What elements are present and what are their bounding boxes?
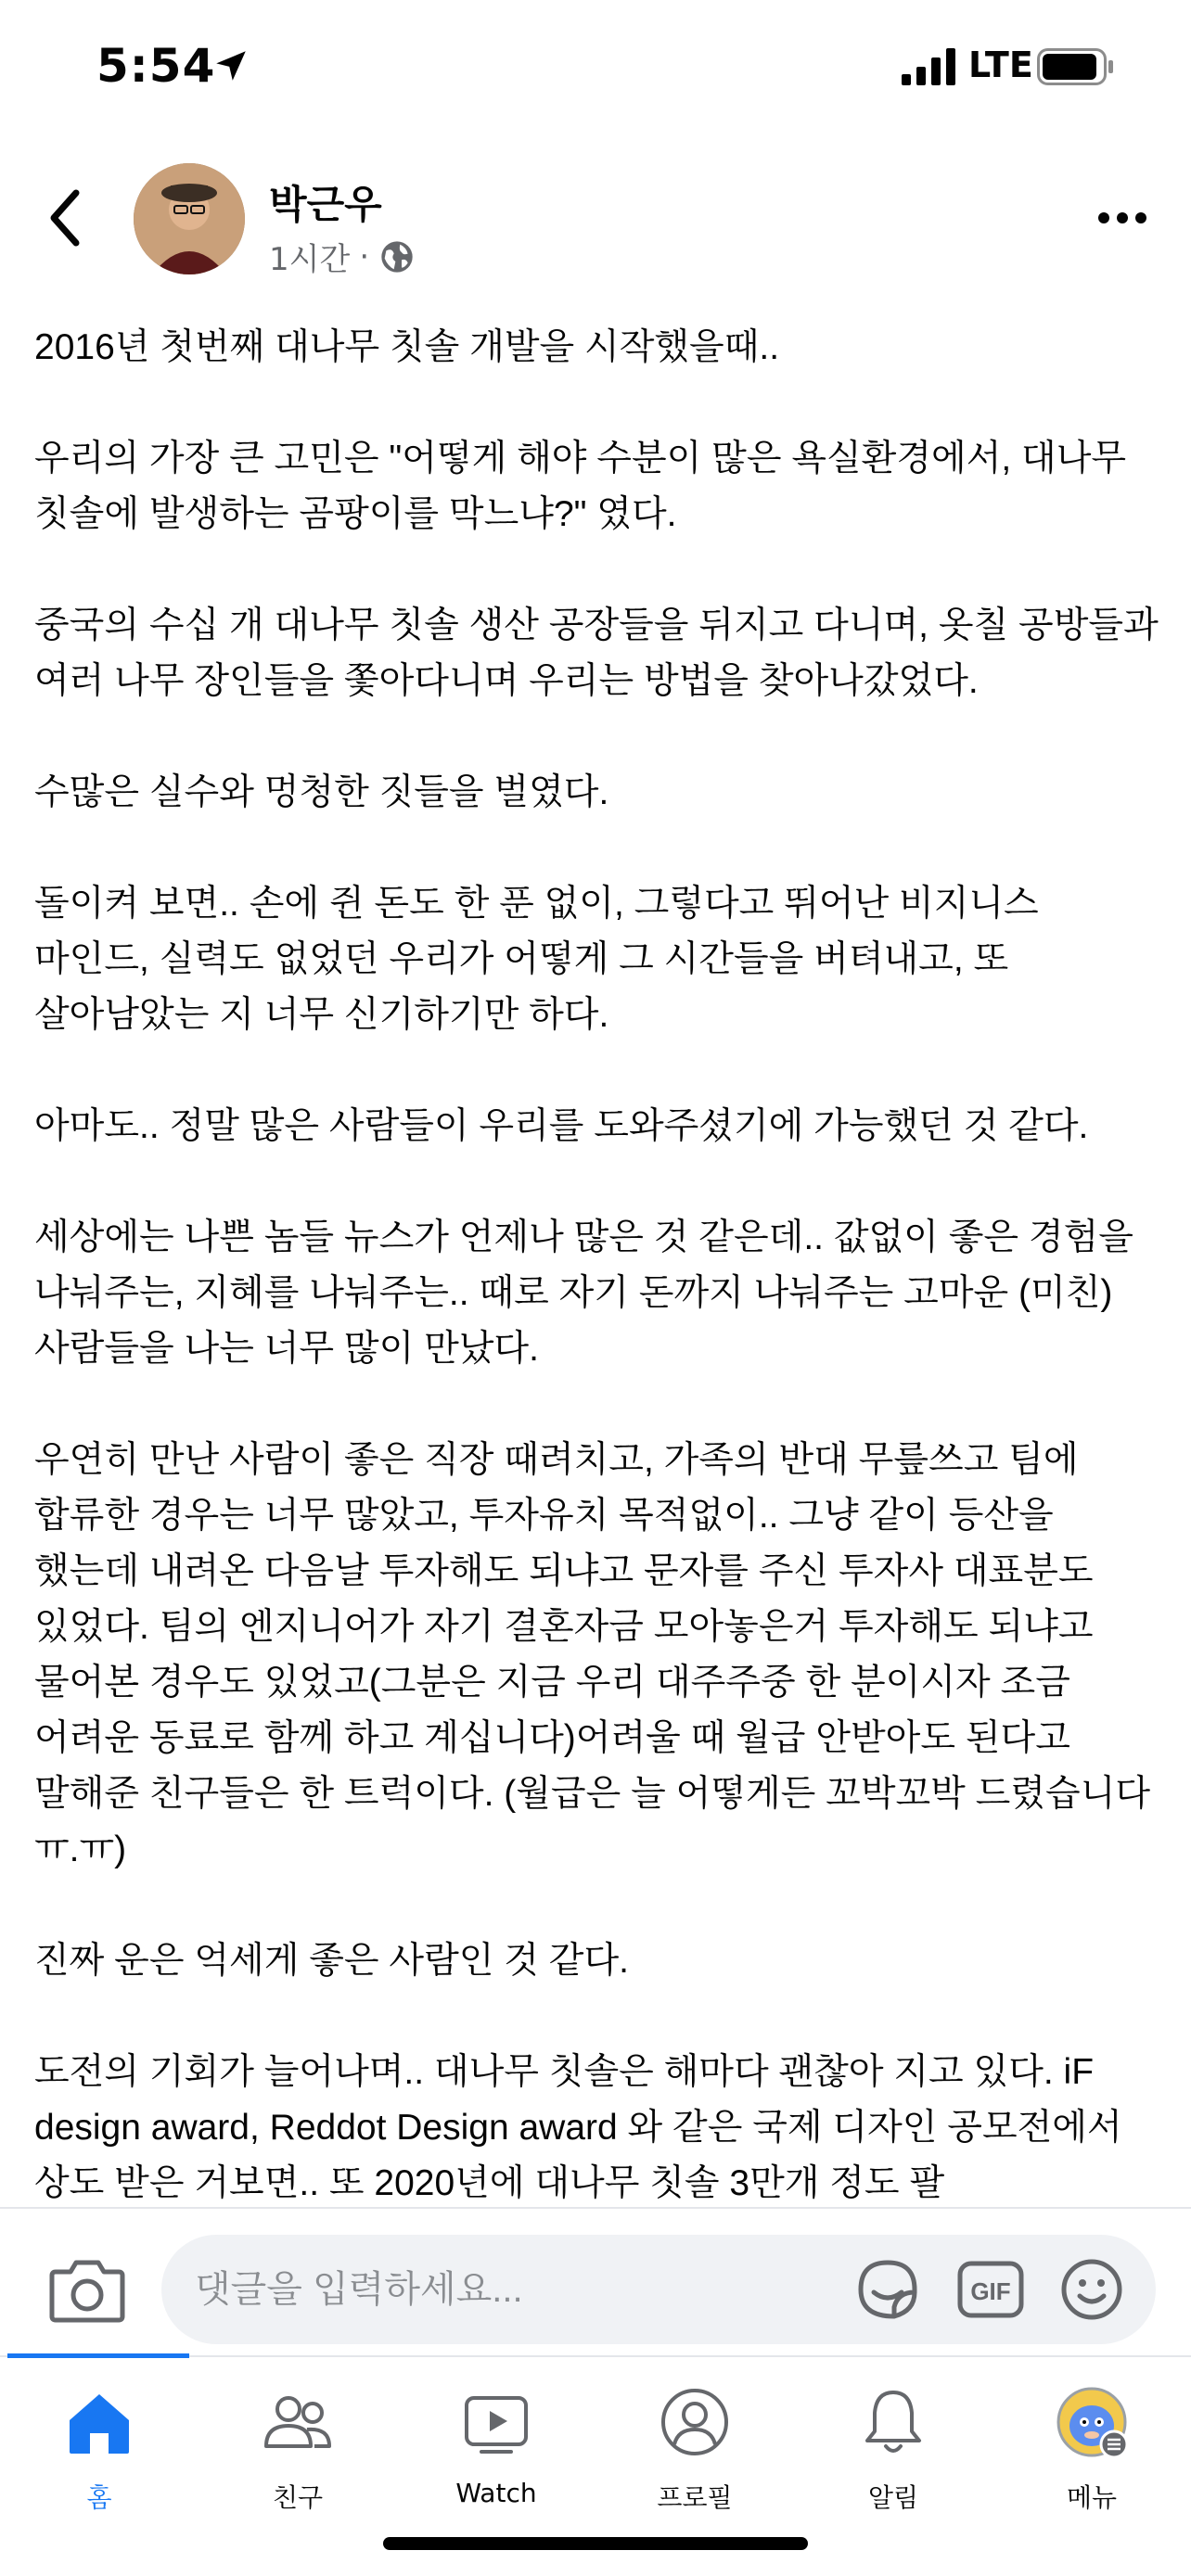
sticker-icon[interactable] [853, 2255, 922, 2324]
meta-separator: · [359, 237, 370, 275]
tab-notifications[interactable] [794, 2376, 992, 2533]
tab-menu[interactable] [992, 2376, 1191, 2533]
post-paragraph: 도전의 기회가 늘어나며.. 대나무 칫솔은 해마다 괜찮아 지고 있다. iF design award, Reddot Design award 와 같은 국제 디자인 공모전에서 상도 받은 거보면.. 또 2020년에 대나무 칫솔 3만개 정도 팔 [34, 2052, 1122, 2202]
post-time[interactable]: 1시간 [269, 241, 351, 278]
post-meta [269, 234, 416, 279]
globe-icon [378, 238, 416, 275]
post-paragraph: 수많은 실수와 멍청한 짓들을 벌였다. [34, 772, 609, 812]
tab-label: 홈 [86, 2482, 112, 2513]
bell-icon [856, 2385, 930, 2459]
gif-icon[interactable] [957, 2261, 1024, 2318]
watch-icon [459, 2385, 533, 2459]
author-avatar[interactable] [134, 163, 245, 274]
friends-icon [261, 2385, 335, 2459]
post-body [34, 320, 1161, 2202]
more-options-button[interactable] [1095, 204, 1150, 232]
signal-strength-icon [902, 48, 959, 85]
status-bar [0, 0, 1191, 139]
tab-home[interactable] [0, 2376, 198, 2533]
comment-bar [0, 2207, 1191, 2355]
post-paragraph: 중국의 수십 개 대나무 칫솔 생산 공장들을 뒤지고 다니며, 옷칠 공방들과 여러 나무 장인들을 쫓아다니며 우리는 방법을 찾아나갔었다. [34, 606, 1159, 701]
svg-text:GIF: GIF [970, 2277, 1011, 2305]
profile-icon [658, 2385, 732, 2459]
post-paragraph: 우연히 만난 사람이 좋은 직장 때려치고, 가족의 반대 무릎쓰고 팀에 합류한 경우는 너무 많았고, 투자유치 목적없이.. 그냥 같이 등산을 했는데 내려온 다음날 투자해도 되냐고 문자를 주신 투자사 대표분도 있었다. 팀의 엔지니어가 자기 결혼자금 모아놓은거 투자해도 되냐고 물어본 경우도 있었고(그분은 지금 우리 대주주중 한 분이시자 조금 어려운 동료로 함께 하고 계십니다)어려울 때 월급 안받아도 된다고 말해준 친구들은 한 트럭이다. (월급은 늘 어떻게든 꼬박꼬박 드렸습니다 ㅠ.ㅠ) [34, 1440, 1151, 1869]
home-icon [62, 2385, 136, 2459]
comment-input[interactable] [195, 2235, 844, 2344]
post-paragraph: 진짜 운은 억세게 좋은 사람인 것 같다. [34, 1941, 629, 1981]
post-header [0, 148, 1191, 287]
back-button[interactable] [43, 185, 89, 250]
author-name[interactable]: 박근우 [269, 183, 382, 226]
tab-label: Watch [455, 2478, 537, 2508]
network-type: LTE [968, 45, 1033, 85]
tab-label: 알림 [867, 2482, 919, 2513]
post-paragraph: 우리의 가장 큰 고민은 "어떻게 해야 수분이 많은 욕실환경에서, 대나무 칫솔에 발생하는 곰팡이를 막느냐?" 였다. [34, 439, 1127, 534]
tab-label: 프로필 [657, 2482, 733, 2513]
avatar-photo-icon [134, 163, 245, 274]
comment-input-container [161, 2235, 1156, 2344]
tab-watch[interactable] [397, 2376, 596, 2533]
post-paragraph: 돌이켜 보면.. 손에 쥔 돈도 한 푼 없이, 그렇다고 뛰어난 비지니스 마인드, 실력도 없었던 우리가 어떻게 그 시간들을 버텨내고, 또 살아남았는 지 너무 신기하기만 하다. [34, 884, 1039, 1035]
emoji-icon[interactable] [1057, 2255, 1126, 2324]
tab-label: 친구 [272, 2482, 324, 2513]
tab-label: 메뉴 [1066, 2482, 1118, 2513]
status-time: 5:54 [96, 39, 216, 93]
camera-icon[interactable] [48, 2255, 126, 2326]
battery-icon [1037, 48, 1115, 85]
location-arrow-icon [211, 46, 250, 85]
active-tab-indicator [7, 2353, 189, 2358]
post-paragraph: 2016년 첫번째 대나무 칫솔 개발을 시작했을때.. [34, 327, 780, 367]
menu-avatar-icon [1055, 2385, 1129, 2459]
home-indicator [383, 2537, 808, 2550]
tab-profile[interactable] [596, 2376, 794, 2533]
post-paragraph: 아마도.. 정말 많은 사람들이 우리를 도와주셨기에 가능했던 것 같다. [34, 1106, 1089, 1146]
tab-friends[interactable] [198, 2376, 397, 2533]
post-paragraph: 세상에는 나쁜 놈들 뉴스가 언제나 많은 것 같은데.. 값없이 좋은 경험을 나눠주는, 지혜를 나눠주는.. 때로 자기 돈까지 나눠주는 고마운 (미친) 사람들을 나는 너무 많이 만났다. [34, 1218, 1133, 1369]
